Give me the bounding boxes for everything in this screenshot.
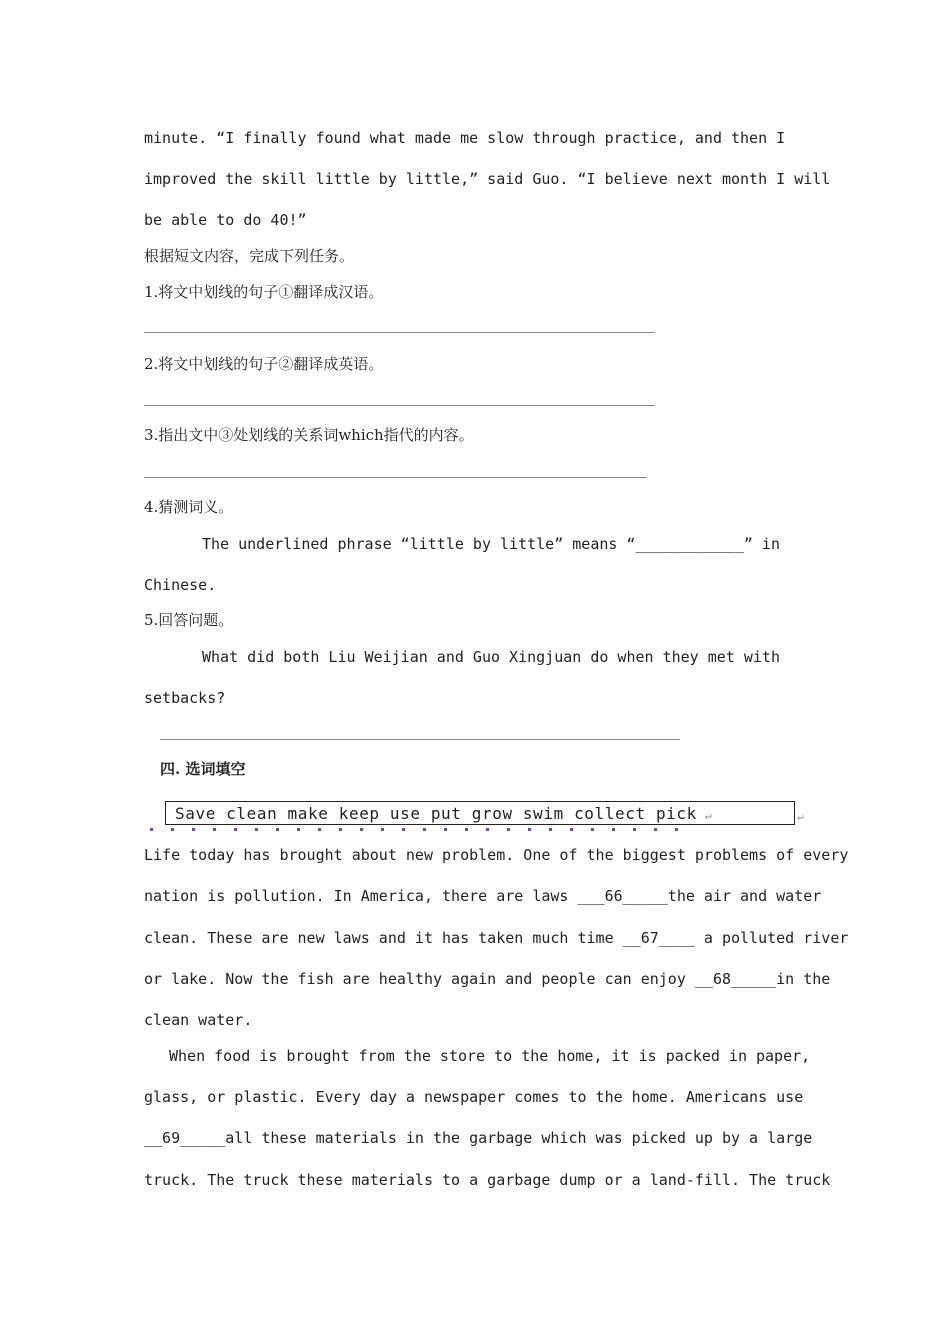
cropped-text-remnant (150, 828, 750, 834)
task-5-question: What did both Liu Weijian and Guo Xingjuan do when they met with (202, 648, 780, 666)
answer-line-1[interactable] (144, 332, 655, 333)
cloze-line: clean water. (144, 1011, 253, 1029)
word-bank: Save clean make keep use put grow swim collect pick (175, 804, 697, 823)
return-mark-icon: ↵ (704, 809, 713, 822)
cloze-line: When food is brought from the store to the home, it is packed in paper, (169, 1047, 811, 1065)
task-4: 4.猜测词义。 (144, 498, 234, 516)
passage-line: improved the skill little by little,” said Guo. “I believe next month I will (144, 170, 831, 188)
task-2: 2.将文中划线的句子②翻译成英语。 (144, 355, 384, 373)
tasks-intro: 根据短文内容，完成下列任务。 (144, 247, 355, 265)
answer-line-2[interactable] (144, 405, 655, 406)
passage-line: be able to do 40!” (144, 211, 307, 229)
task-3: 3.指出文中③处划线的关系词which指代的内容。 (144, 426, 474, 444)
answer-line-5[interactable] (160, 739, 680, 740)
cloze-line: __69_____all these materials in the garbage which was picked up by a large (144, 1129, 813, 1147)
task-1: 1.将文中划线的句子①翻译成汉语。 (144, 283, 384, 301)
task-4-question-cont: Chinese. (144, 576, 217, 594)
return-mark-icon: ↵ (797, 810, 804, 823)
answer-line-3[interactable] (144, 477, 647, 478)
task-5: 5.回答问题。 (144, 611, 234, 629)
cloze-line: glass, or plastic. Every day a newspaper comes to the home. Americans use (144, 1088, 804, 1106)
word-bank-box (165, 801, 795, 825)
task-5-question-cont: setbacks? (144, 689, 226, 707)
cloze-line: Life today has brought about new problem. One of the biggest problems of every (144, 846, 849, 864)
section-title: 四. 选词填空 (160, 760, 246, 778)
cloze-line: truck. The truck these materials to a garbage dump or a land-fill. The truck (144, 1171, 831, 1189)
cloze-line: or lake. Now the fish are healthy again and people can enjoy __68_____in the (144, 970, 831, 988)
passage-line: minute. “I finally found what made me slow through practice, and then I (144, 129, 786, 147)
cloze-line: nation is pollution. In America, there are laws ___66_____the air and water (144, 887, 822, 905)
cloze-line: clean. These are new laws and it has taken much time __67____ a polluted river (144, 929, 849, 947)
task-4-question: The underlined phrase “little by little” means “____________” in (202, 535, 780, 553)
